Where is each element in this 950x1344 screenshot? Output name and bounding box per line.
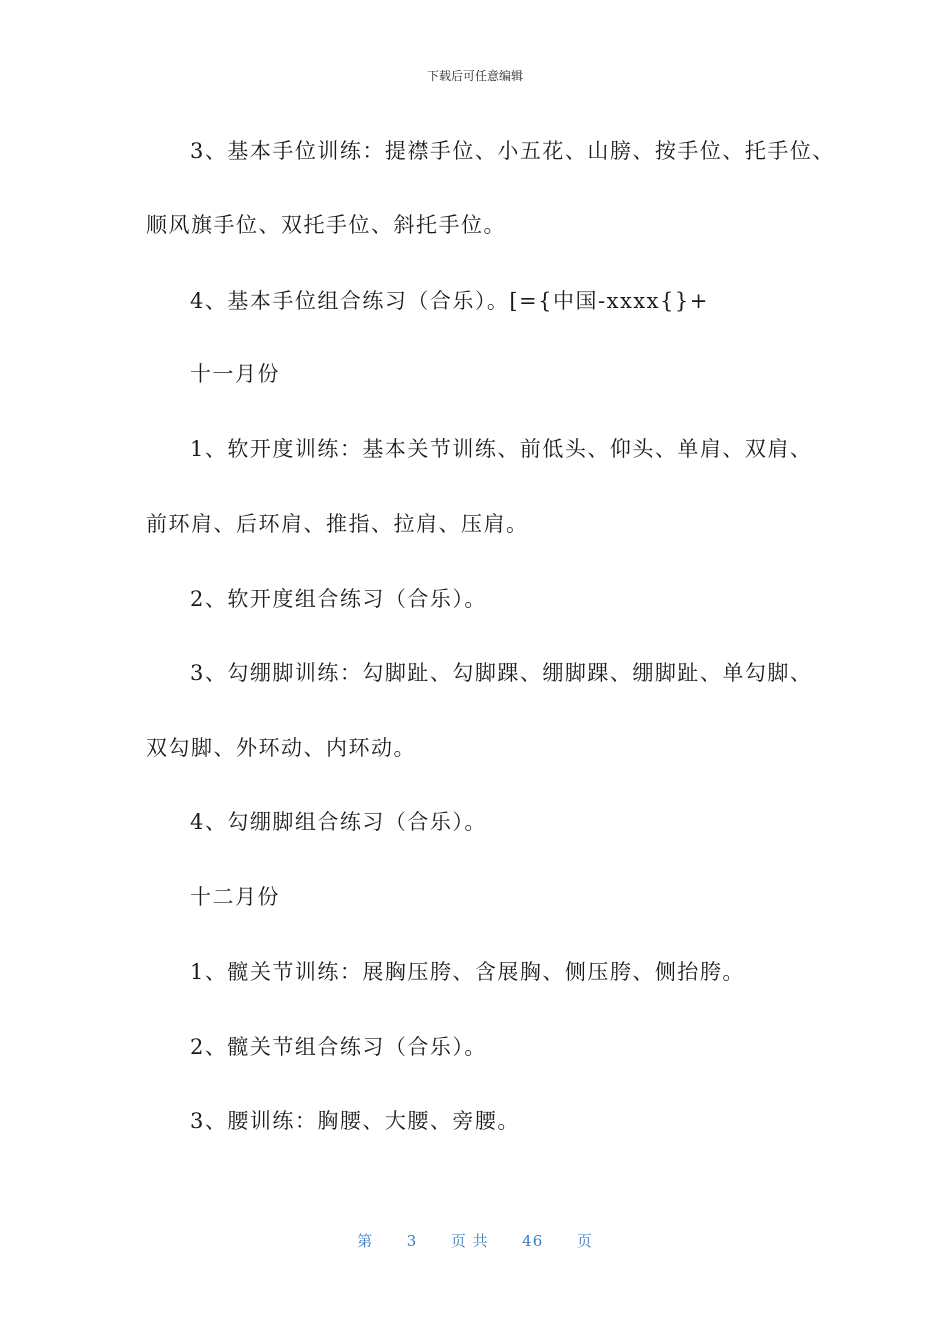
section-heading: 十一月份 (190, 362, 280, 386)
section-heading: 十二月份 (190, 885, 280, 909)
paragraph-line: 顺风旗手位、双托手位、斜托手位。 (146, 213, 506, 237)
paragraph-line: 3、勾绷脚训练：勾脚趾、勾脚踝、绷脚踝、绷脚趾、单勾脚、 (190, 661, 813, 685)
paragraph-line: 3、腰训练：胸腰、大腰、旁腰。 (190, 1109, 520, 1133)
footer-total-pages: 46 (522, 1232, 544, 1250)
paragraph-line: 2、髋关节组合练习（合乐）。 (190, 1035, 487, 1059)
paragraph-line: 4、勾绷脚组合练习（合乐）。 (190, 810, 487, 834)
page-header: 下载后可任意编辑 (426, 69, 523, 83)
paragraph-line: 双勾脚、外环动、内环动。 (146, 736, 416, 760)
paragraph-line: 3、基本手位训练：提襟手位、小五花、山膀、按手位、托手位、 (190, 139, 835, 163)
footer-ye: 页 (576, 1232, 593, 1250)
paragraph-line: 1、髋关节训练：展胸压胯、含展胸、侧压胯、侧抬胯。 (190, 960, 745, 984)
footer-ye-gong: 页 共 (450, 1232, 489, 1250)
paragraph-line: 4、基本手位组合练习（合乐）。[={中国-xxxx{}+ (190, 289, 709, 313)
page-footer (0, 1230, 950, 1251)
footer-di: 第 (357, 1232, 374, 1250)
paragraph-line: 1、软开度训练：基本关节训练、前低头、仰头、单肩、双肩、 (190, 437, 813, 461)
footer-page-number: 3 (406, 1232, 418, 1250)
paragraph-line: 前环肩、后环肩、推指、拉肩、压肩。 (146, 512, 529, 536)
paragraph-line: 2、软开度组合练习（合乐）。 (190, 587, 487, 611)
